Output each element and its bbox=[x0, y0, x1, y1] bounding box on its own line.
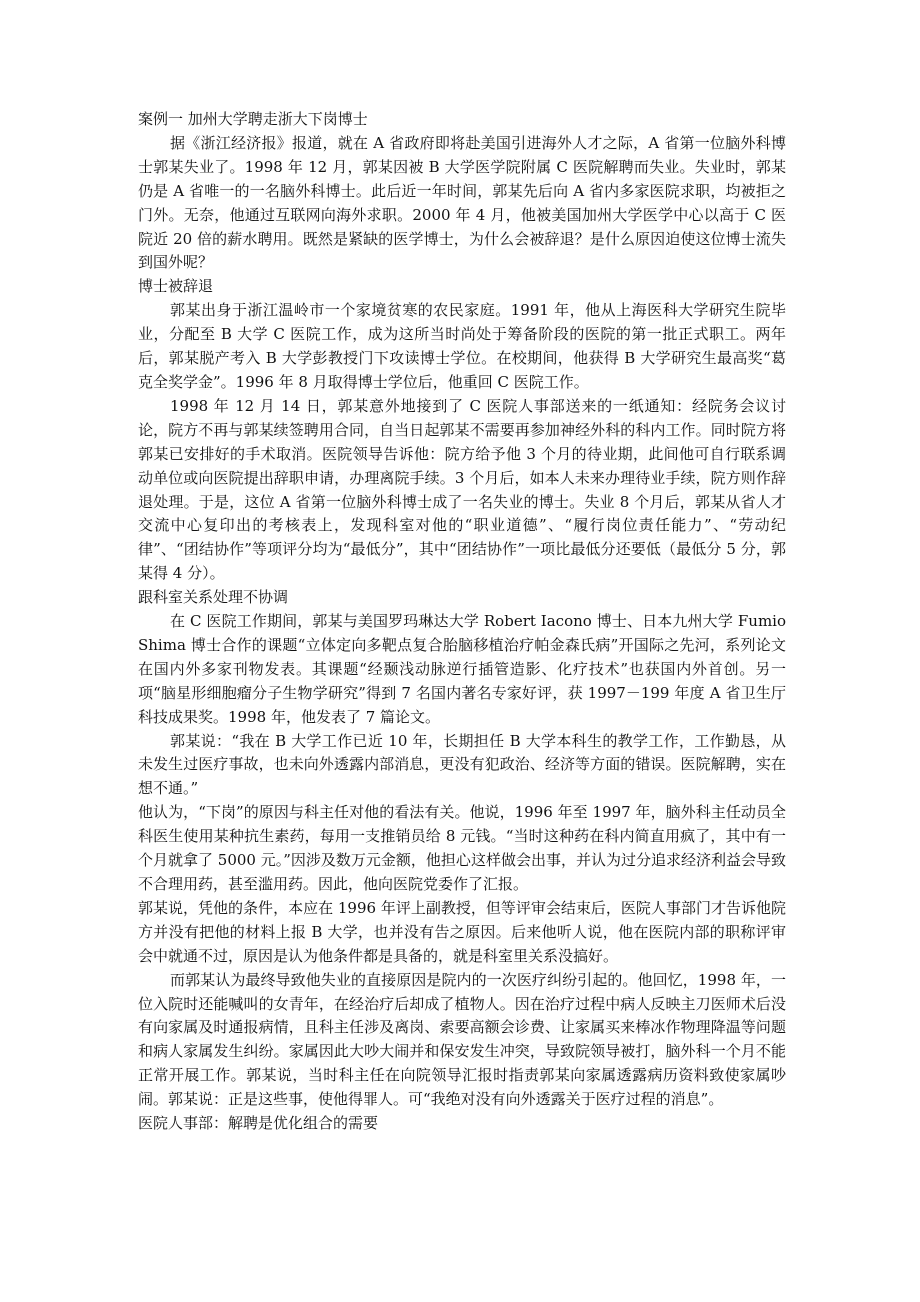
section-heading-dismissed: 博士被辞退 bbox=[138, 277, 214, 296]
paragraph-promotion: 郭某说，凭他的条件，本应在 1996 年评上副教授，但等评审会结束后，医院人事部门才告诉他院方并没有把他的材料上报 B 大学，也并没有告之原因。后来他听人说，他在医院内部的职称评审会中就通不过，原因是认为他条件都是具备的，就是科室里关系没搞好。 bbox=[138, 898, 786, 965]
paragraph-dispute: 而郭某认为最终导致他失业的直接原因是院内的一次医疗纠纷引起的。他回忆，1998 年，一位入院时还能喊叫的女青年，在经治疗后却成了植物人。因在治疗过程中病人反映主刀医师术后没有向家属及时通报病情，且科主任涉及离岗、索要高额会诊费、让家属买来棒冰作物理降温等问题和病人家属发生纠纷。家属因此大吵大闹并和保安发生冲突，导致院领导被打，脑外科一个月不能正常开展工作。郭某说，当时科主任在向院领导汇报时指责郭某向家属透露病历资料致使家属吵闹。郭某说：正是这些事，使他得罪人。可“我绝对没有向外透露关于医疗过程的消息”。 bbox=[138, 970, 786, 1109]
section-heading-relations: 跟科室关系处理不协调 bbox=[138, 588, 289, 607]
case-title: 案例一 加州大学聘走浙大下岗博士 bbox=[138, 110, 368, 128]
paragraph-background: 郭某出身于浙江温岭市一个家境贫寒的农民家庭。1991 年，他从上海医科大学研究生院毕业，分配至 B 大学 C 医院工作，成为这所当时尚处于筹备阶段的医院的第一批正式职工。两年后，郭某脱产考入 B 大学彭教授门下攻读博士学位。在校期间，他获得 B 大学研究生最高奖“葛克全奖学金”。1996 年 8 月取得博士学位后，他重回 C 医院工作。 bbox=[138, 301, 786, 391]
section-heading-hr: 医院人事部：解聘是优化组合的需要 bbox=[138, 1114, 379, 1133]
intro-paragraph: 据《浙江经济报》报道，就在 A 省政府即将赴美国引进海外人才之际，A 省第一位脑外科博士郭某失业了。1998 年 12 月，郭某因被 B 大学医学院附属 C 医院解聘而失业。失业时，郭某仍是 A 省唯一的一名脑外科博士。此后近一年时间，郭某先后向 A 省内多家医院求职，均被拒之门外。无奈，他通过互联网向海外求职。2000 年 4 月，他被美国加州大学医学中心以高于 C 医院近 20 倍的薪水聘用。既然是紧缺的医学博士，为什么会被辞退？是什么原因迫使这位博士流失到国外呢？ bbox=[138, 133, 786, 272]
paragraph-quote: 郭某说：“我在 B 大学工作已近 10 年，长期担任 B 大学本科生的教学工作，工作勤恳，从未发生过医疗事故，也未向外透露内部消息，更没有犯政治、经济等方面的错误。医院解聘，实在想不通。” bbox=[138, 731, 786, 798]
paragraph-research: 在 C 医院工作期间，郭某与美国罗玛琳达大学 Robert Iacono 博士、日本九州大学 Fumio Shima 博士合作的课题“立体定向多靶点复合胎脑移植治疗帕金森氏病”开国际之先河，系列论文在国内外多家刊物发表。其课题“经颞浅动脉逆行插管造影、化疗技术”也获国内外首创。另一项“脑星形细胞瘤分子生物学研究”得到 7 名国内著名专家好评，获 1997－199 年度 A 省卫生厅科技成果奖。1998 年，他发表了 7 篇论文。 bbox=[138, 612, 786, 726]
paragraph-reason: 他认为，“下岗”的原因与科主任对他的看法有关。他说，1996 年至 1997 年，脑外科主任动员全科医生使用某种抗生素药，每用一支推销员给 8 元钱。“当时这种药在科内简直用疯了，其中有一个月就拿了 5000 元。”因涉及数万元金额，他担心这样做会出事，并认为过分追求经济利益会导致不合理用药，甚至滥用药。因此，他向医院党委作了汇报。 bbox=[138, 803, 786, 893]
document-body bbox=[138, 108, 786, 1136]
paragraph-notice: 1998 年 12 月 14 日，郭某意外地接到了 C 医院人事部送来的一纸通知：经院务会议讨论，院方不再与郭某续签聘用合同，自当日起郭某不需要再参加神经外科的科内工作。同时院方将郭某已安排好的手术取消。医院领导告诉他：院方给予他 3 个月的待业期，此间他可自行联系调动单位或向医院提出辞职申请，办理离院手续。3 个月后，如本人未来办理待业手续，院方则作辞退处理。于是，这位 A 省第一位脑外科博士成了一名失业的博士。失业 8 个月后，郭某从省人才交流中心复印出的考核表上，发现科室对他的“职业道德”、“履行岗位责任能力”、“劳动纪律”、“团结协作”等项评分均为“最低分”，其中“团结协作”一项比最低分还要低（最低分 5 分，郭某得 4 分）。 bbox=[138, 396, 786, 583]
